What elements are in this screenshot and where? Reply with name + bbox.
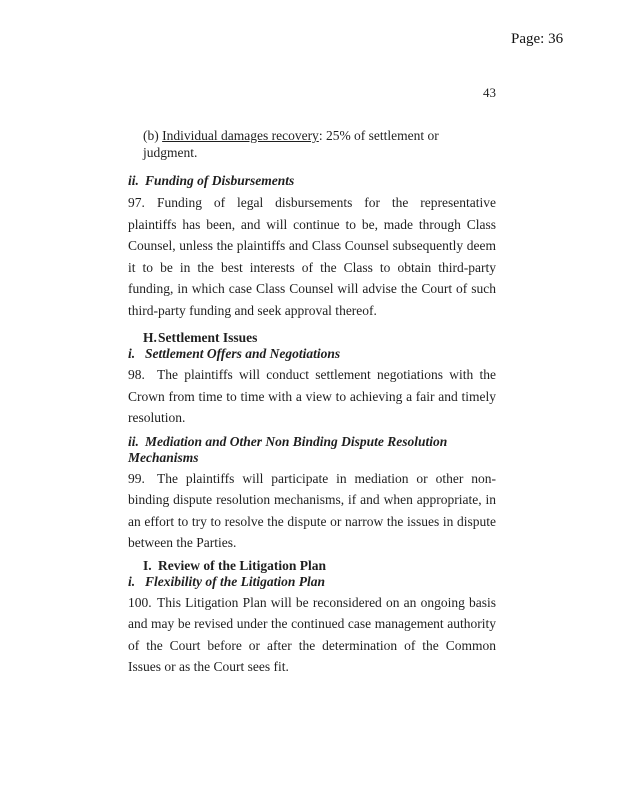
paragraph-number: 99. <box>128 470 145 486</box>
paragraph-99 <box>128 468 496 554</box>
heading-flexibility-litigation-plan <box>128 574 496 590</box>
paragraph-98 <box>128 364 496 429</box>
heading-settlement-offers <box>128 346 496 362</box>
paragraph-number: 98. <box>128 367 145 382</box>
list-item-b-prefix: (b) <box>143 128 163 143</box>
paragraph-number: 97. <box>128 195 145 210</box>
paragraph-text: The plaintiffs will conduct settlement negotiations with the Crown from time to time with a view to achieving a fair and timely resolution. <box>128 367 496 425</box>
underlined-phrase: Individual damages recovery <box>162 128 319 143</box>
heading-number: I. <box>143 557 152 573</box>
page-content <box>128 84 496 678</box>
paragraph-text: This Litigation Plan will be reconsidered on an ongoing basis and may be revised under the continued case management authority of the Court before or after the determination of the Common Issues or as the Court sees fit. <box>128 594 496 674</box>
heading-text: Settlement Offers and Negotiations <box>145 346 341 361</box>
heading-review-litigation-plan <box>128 558 496 574</box>
heading-number: i. <box>128 573 136 589</box>
heading-settlement-issues <box>128 330 496 346</box>
heading-number: i. <box>128 346 136 361</box>
viewer-page-label: Page: 36 <box>511 31 564 47</box>
heading-number: ii. <box>128 433 139 449</box>
heading-text: Funding of Disbursements <box>145 173 295 188</box>
list-item-b <box>128 127 496 161</box>
heading-text: Mediation and Other Non Binding Dispute Resolution Mechanisms <box>128 433 448 465</box>
heading-text: Settlement Issues <box>158 330 258 345</box>
paragraph-text: Funding of legal disbursements for the representative plaintiffs has been, and will continue to be, made through Class Counsel, unless the plaintiffs and Class Counsel subsequently deem it to be in the best interests of the Class to obtain third-party funding, in which case Class Counsel will advise the Court of such third-party funding and seek approval thereof. <box>128 195 496 318</box>
doc-page-number: 43 <box>483 85 496 100</box>
paragraph-97 <box>128 192 496 321</box>
heading-text: Review of the Litigation Plan <box>158 557 326 573</box>
list-item-b-suffix: : 25% of settlement or judgment. <box>143 128 439 160</box>
heading-number: ii. <box>128 173 139 188</box>
heading-funding-of-disbursements <box>128 173 496 189</box>
heading-mediation <box>128 434 496 466</box>
paragraph-number: 100. <box>128 594 152 610</box>
heading-text: Flexibility of the Litigation Plan <box>145 573 326 589</box>
paragraph-text: The plaintiffs will participate in mediation or other non-binding dispute resolution mechanisms, if and when appropriate, in an effort to try to resolve the dispute or narrow the issues in dispute between the Parties. <box>128 470 496 550</box>
paragraph-100 <box>128 592 496 678</box>
heading-number: H. <box>143 330 157 345</box>
